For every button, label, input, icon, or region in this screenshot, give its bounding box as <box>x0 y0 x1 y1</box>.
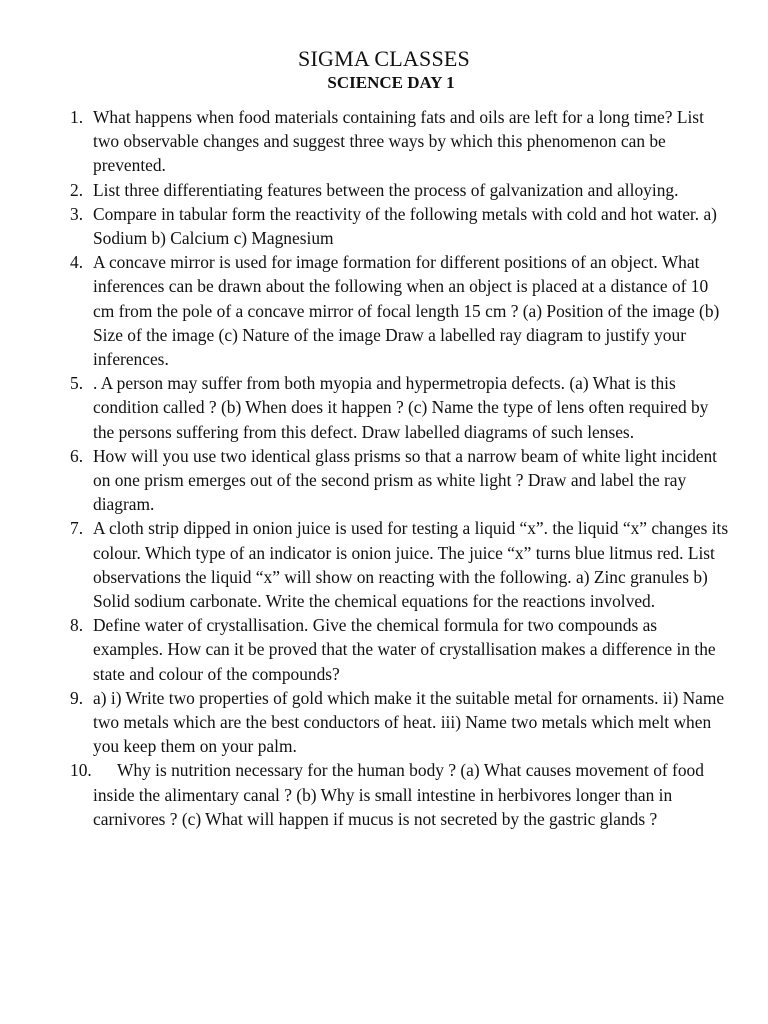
question-number: 9. <box>70 687 84 708</box>
question-text: Define water of crystallisation. Give the chemical formula for two compounds as examples. How can it be proved that the water of crystallisation makes a difference in the state and colour of the compounds? <box>93 615 716 684</box>
question-item-3 <box>70 202 730 250</box>
question-item-4 <box>70 250 730 371</box>
question-item-1 <box>70 105 730 178</box>
question-text: List three differentiating features between the process of galvanization and alloying. <box>93 179 679 200</box>
document-title: SIGMA CLASSES <box>298 46 470 71</box>
question-item-6 <box>70 444 730 517</box>
question-text: Compare in tabular form the reactivity of the following metals with cold and hot water. a) Sodium b) Calcium c) Magnesium <box>93 203 717 249</box>
question-item-5 <box>70 371 730 444</box>
question-number: 1. <box>70 107 84 127</box>
question-number: 3. <box>70 203 84 224</box>
question-item-8 <box>70 613 730 686</box>
question-number: 4. <box>70 252 84 273</box>
question-text: What happens when food materials containing fats and oils are left for a long time? List two observable changes and suggest three ways by which this phenomenon can be prevented. <box>93 107 704 176</box>
question-text: A cloth strip dipped in onion juice is used for testing a liquid “x”. the liquid “x” changes its colour. Which type of an indicator is onion juice. The juice “x” turns blue litmus red. List observations the liquid “x” will show on reacting with the following. a) Zinc granules b) Solid sodium carbonate. Write the chemical equations for the reactions involved. <box>93 518 729 612</box>
question-list <box>70 105 730 831</box>
document-subtitle: SCIENCE DAY 1 <box>327 73 455 92</box>
question-number: 2. <box>70 179 84 200</box>
question-text: a) i) Write two properties of gold which make it the suitable metal for ornaments. ii) Name two metals which are the best conductors of heat. iii) Name two metals which melt when you keep them on your palm. <box>93 687 725 757</box>
question-item-10 <box>70 758 730 831</box>
question-item-2 <box>70 178 730 202</box>
question-number: 7. <box>70 518 84 539</box>
question-item-7 <box>70 516 730 613</box>
question-text: . A person may suffer from both myopia and hypermetropia defects. (a) What is this condition called ? (b) When does it happen ? (c) Name the type of lens often required by the persons suffering from this defect. Draw labelled diagrams of such lenses. <box>93 373 709 442</box>
question-number: 6. <box>70 445 84 466</box>
question-number: 10. <box>70 760 92 781</box>
question-item-9 <box>70 686 730 759</box>
question-number: 8. <box>70 615 84 636</box>
question-text: A concave mirror is used for image formation for different positions of an object. What inferences can be drawn about the following when an object is placed at a distance of 10 cm from the pole of a concave mirror of focal length 15 cm ? (a) Position of the image (b) Size of the image (c) Nature of the image Draw a labelled ray diagram to justify your inferences. <box>93 252 720 370</box>
question-text: How will you use two identical glass prisms so that a narrow beam of white light incident on one prism emerges out of the second prism as white light ? Draw and label the ray diagram. <box>93 445 718 515</box>
question-text: Why is nutrition necessary for the human body ? (a) What causes movement of food inside the alimentary canal ? (b) Why is small intestine in herbivores longer than in carnivores ? (c) What will happen if mucus is not secreted by the gastric glands ? <box>93 760 704 829</box>
question-number: 5. <box>70 373 84 394</box>
